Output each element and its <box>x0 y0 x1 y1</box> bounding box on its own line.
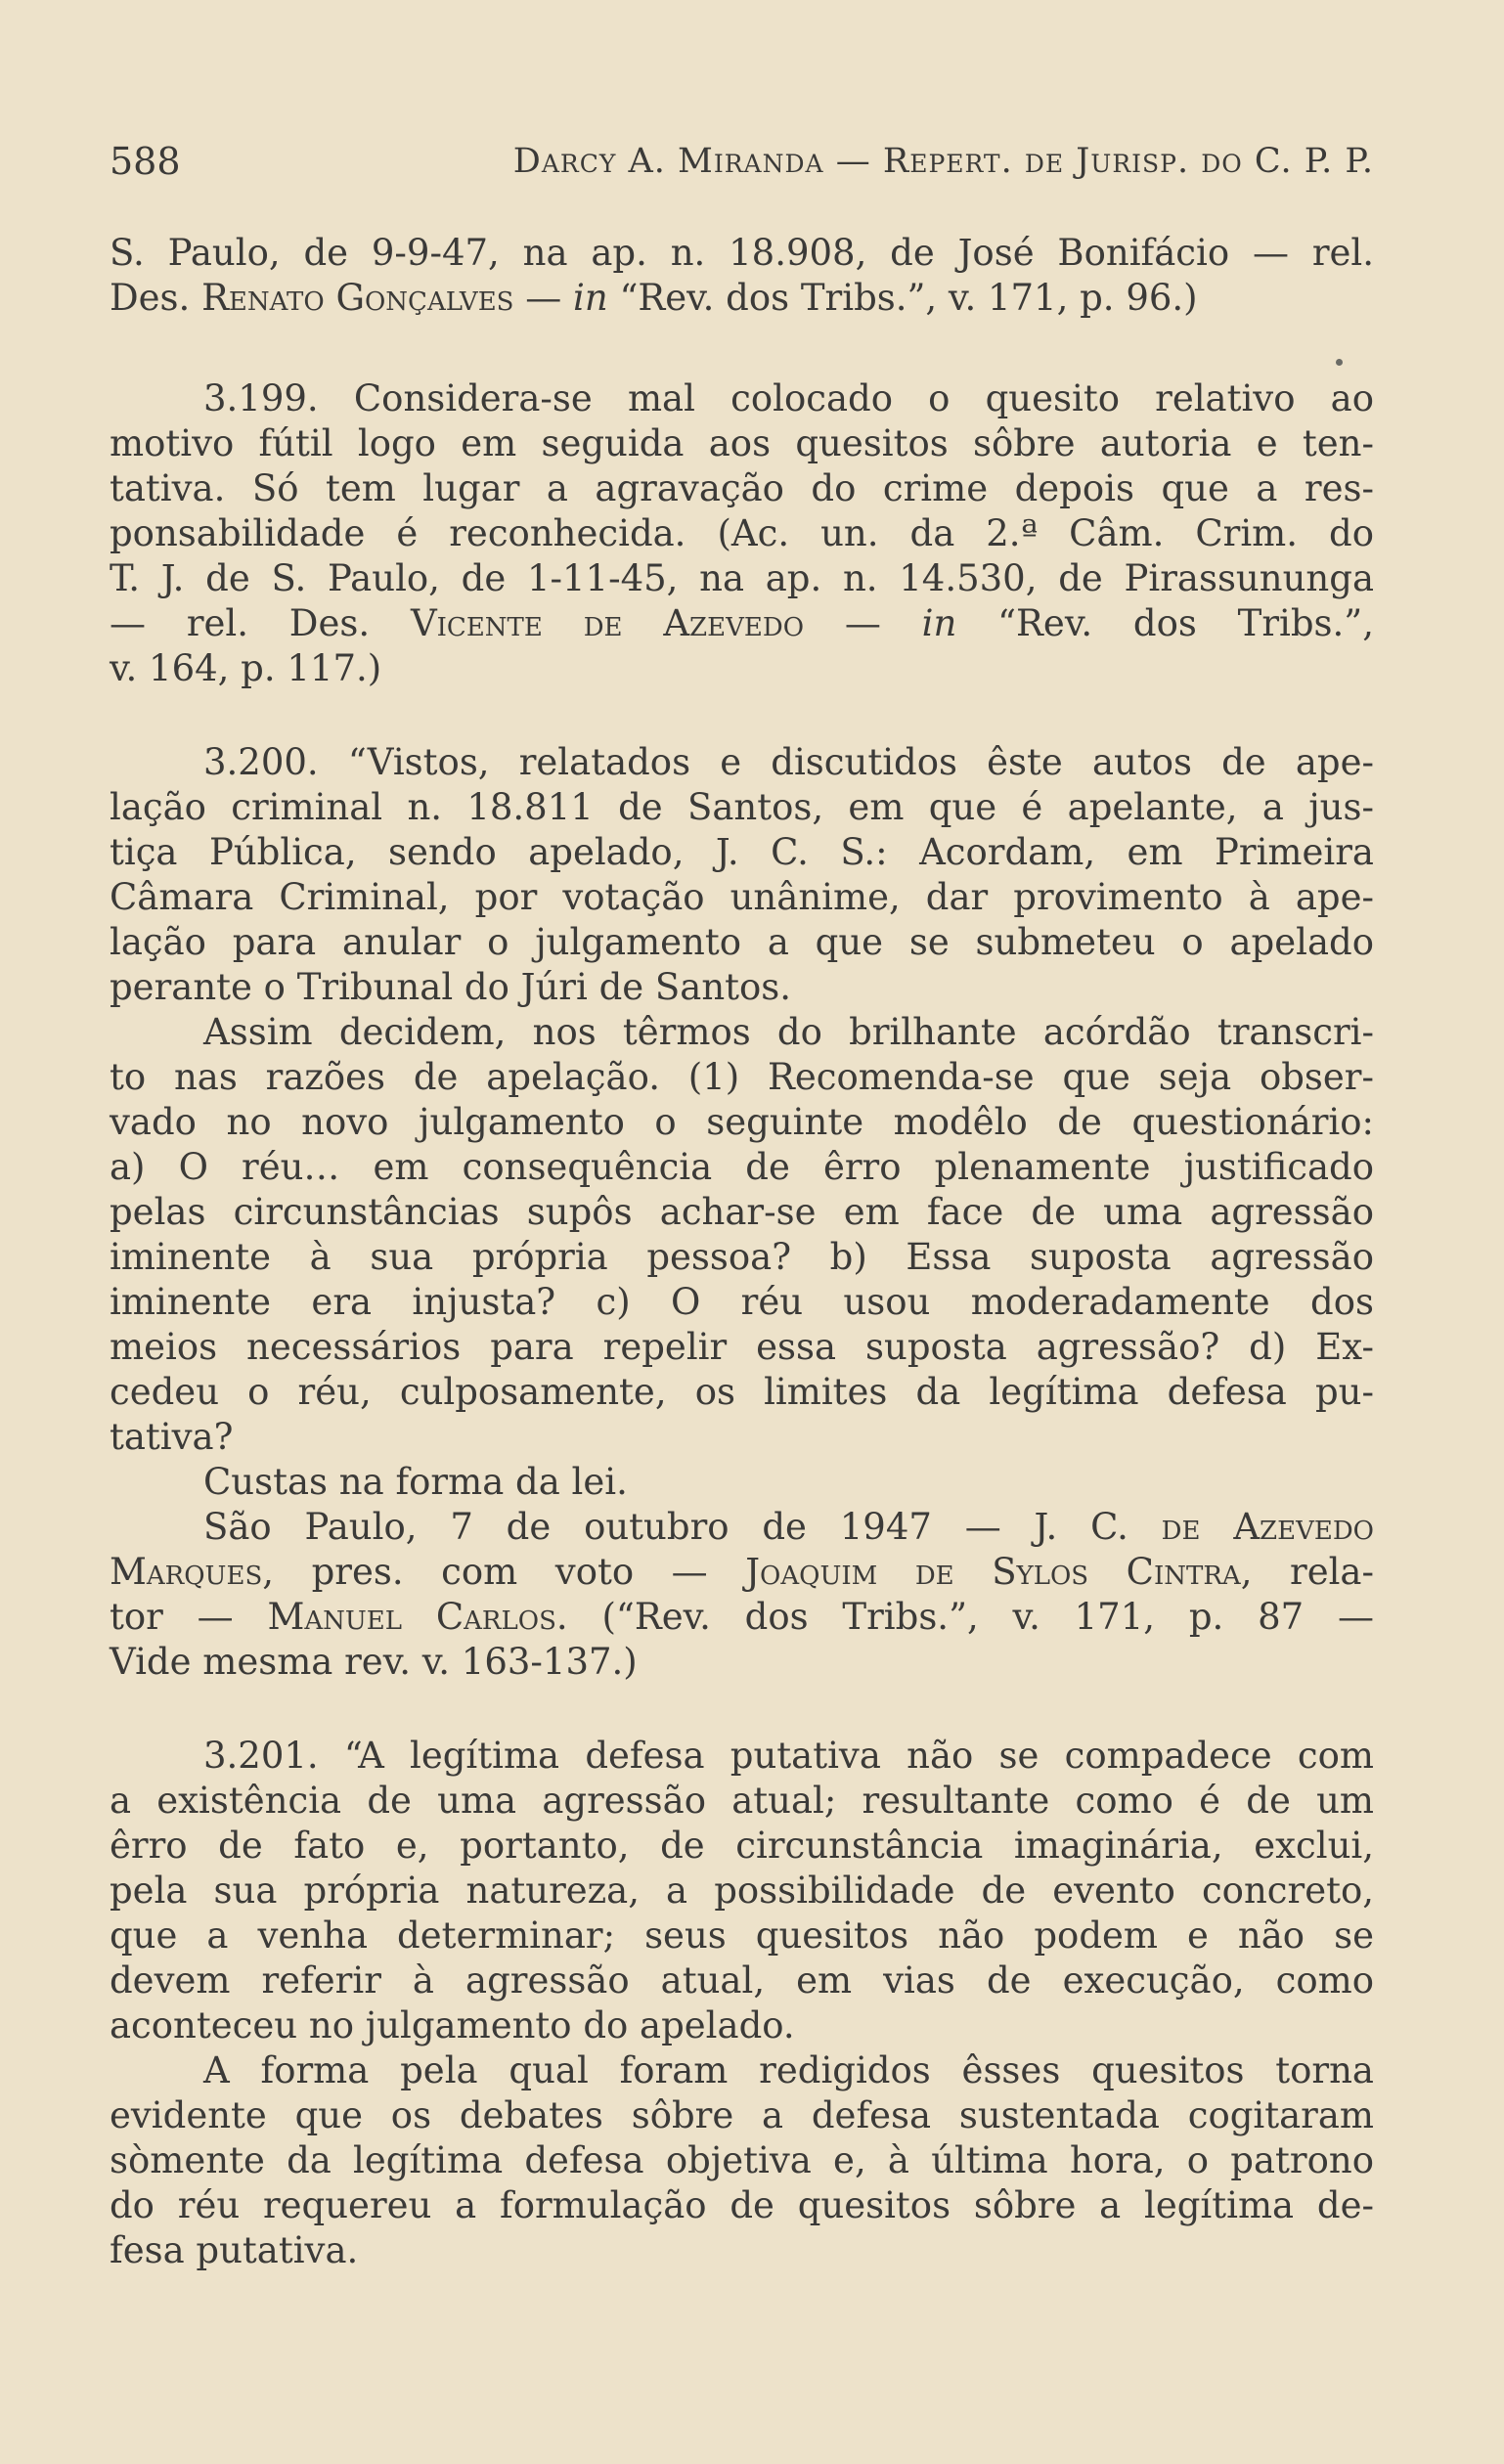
entry-line: vado no novo julgamento o seguinte modêlo de questionário: <box>110 1101 1374 1143</box>
entry-line: tativa? <box>110 1416 234 1458</box>
entry-line: aconteceu no julgamento do apelado. <box>110 2004 795 2046</box>
entry-line: motivo fútil logo em seguida aos quesitos sôbre autoria e ten- <box>110 422 1374 464</box>
entry-line: 3.200. “Vistos, relatados e discutidos êste autos de ape- <box>203 741 1374 783</box>
entry-line: ponsabilidade é reconhecida. (Ac. un. da 2.ª Câm. Crim. do <box>110 512 1374 554</box>
entry-line: 3.199. Considera-se mal colocado o quesito relativo ao <box>203 377 1374 419</box>
citation: “Rev. dos Tribs.”, v. 171, p. 96.) <box>607 277 1198 319</box>
entry-line: iminente à sua própria pessoa? b) Essa suposta agressão <box>110 1236 1374 1278</box>
entry-line: Câmara Criminal, por votação unânime, dar provimento à ape- <box>110 876 1374 918</box>
text-segment: — rel. Des. <box>110 602 411 644</box>
entry-line: Vide mesma rev. v. 163-137.) <box>110 1641 638 1683</box>
entry-line: Custas na forma da lei. <box>203 1461 628 1503</box>
text-segment: in <box>573 277 608 319</box>
entry-line: cedeu o réu, culposamente, os limites da legítima defesa pu- <box>110 1371 1374 1413</box>
intro-line <box>110 276 1374 321</box>
entry-line: perante o Tribunal do Júri de Santos. <box>110 966 792 1008</box>
intro-line: S. Paulo, de 9-9-47, na ap. n. 18.908, de José Bonifácio — rel. <box>110 232 1374 274</box>
entry-line <box>110 601 1374 646</box>
entry-line: a) O réu… em consequência de êrro plenamente justificado <box>110 1146 1374 1188</box>
entry-line: pelas circunstâncias supôs achar-se em face de uma agressão <box>110 1191 1374 1233</box>
entry-line: sòmente da legítima defesa objetiva e, à última hora, o patrono <box>110 2139 1374 2181</box>
judge-name: Manuel Carlos <box>267 1596 556 1638</box>
entry-line: do réu requereu a formulação de quesitos sôbre a legítima de- <box>110 2184 1374 2226</box>
judge-name: de Azevedo <box>1161 1506 1374 1548</box>
citation: “Rev. dos Tribs.”, <box>956 602 1374 644</box>
entry-line: iminente era injusta? c) O réu usou moderadamente dos <box>110 1281 1374 1323</box>
book-title: Repert. de Jurisp. do C. P. P. <box>882 142 1374 181</box>
entry-line: tiça Pública, sendo apelado, J. C. S.: Acordam, em Primeira <box>110 831 1374 873</box>
document-page <box>110 0 1374 2464</box>
entry-line: T. J. de S. Paulo, de 1-11-45, na ap. n. 14.530, de Pirassununga <box>110 557 1374 599</box>
header-dash: — <box>835 142 871 181</box>
signature-line <box>110 1595 1374 1640</box>
entry-line: evidente que os debates sôbre a defesa sustentada cogitaram <box>110 2094 1374 2136</box>
entry-line: devem referir à agressão atual, em vias de execução, como <box>110 1959 1374 2002</box>
entry-line: Assim decidem, nos têrmos do brilhante acórdão transcri- <box>203 1011 1374 1053</box>
text-segment: São Paulo, 7 de outubro de 1947 — J. C. <box>203 1506 1162 1548</box>
entry-line: tativa. Só tem lugar a agravação do crime depois que a res- <box>110 467 1374 509</box>
judge-name: Vicente de Azevedo <box>410 602 805 644</box>
text-segment: — <box>513 277 574 319</box>
entry-line: to nas razões de apelação. (1) Recomenda-se que seja obser- <box>110 1056 1374 1098</box>
text-segment: , rela- <box>1240 1551 1374 1593</box>
entry-line: lação criminal n. 18.811 de Santos, em que é apelante, a jus- <box>110 786 1374 828</box>
entry-line: pela sua própria natureza, a possibilidade de evento concreto, <box>110 1870 1374 1912</box>
entry-line: a existência de uma agressão atual; resultante como é de um <box>110 1780 1374 1822</box>
text-segment: in <box>921 602 957 644</box>
print-speck <box>1336 359 1343 366</box>
text-segment: Des. <box>110 277 202 319</box>
citation: . (“Rev. dos Tribs.”, v. 171, p. 87 — <box>555 1596 1374 1638</box>
signature-line <box>203 1505 1374 1550</box>
entry-line: que a venha determinar; seus quesitos não podem e não se <box>110 1914 1374 1957</box>
signature-line <box>110 1550 1374 1595</box>
entry-line: A forma pela qual foram redigidos êsses quesitos torna <box>203 2049 1374 2091</box>
judge-name: Marques <box>110 1551 263 1593</box>
entry-line: v. 164, p. 117.) <box>110 647 382 689</box>
entry-line: êrro de fato e, portanto, de circunstância imaginária, exclui, <box>110 1825 1374 1867</box>
judge-name: Joaquim de Sylos Cintra <box>745 1551 1241 1593</box>
author-name: Darcy A. Miranda <box>512 142 824 181</box>
text-segment: tor — <box>110 1596 268 1638</box>
text-segment: — <box>804 602 922 644</box>
entry-line: fesa putativa. <box>110 2229 359 2271</box>
entry-line: meios necessários para repelir essa suposta agressão? d) Ex- <box>110 1326 1374 1368</box>
running-header <box>110 137 1374 186</box>
text-segment: , pres. com voto — <box>262 1551 746 1593</box>
page-number: 588 <box>110 140 181 183</box>
entry-line: lação para anular o julgamento a que se submeteu o apelado <box>110 921 1374 963</box>
entry-line: 3.201. “A legítima defesa putativa não se compadece com <box>203 1735 1374 1777</box>
running-title <box>513 137 1374 186</box>
judge-name: Renato Gonçalves <box>201 277 514 319</box>
